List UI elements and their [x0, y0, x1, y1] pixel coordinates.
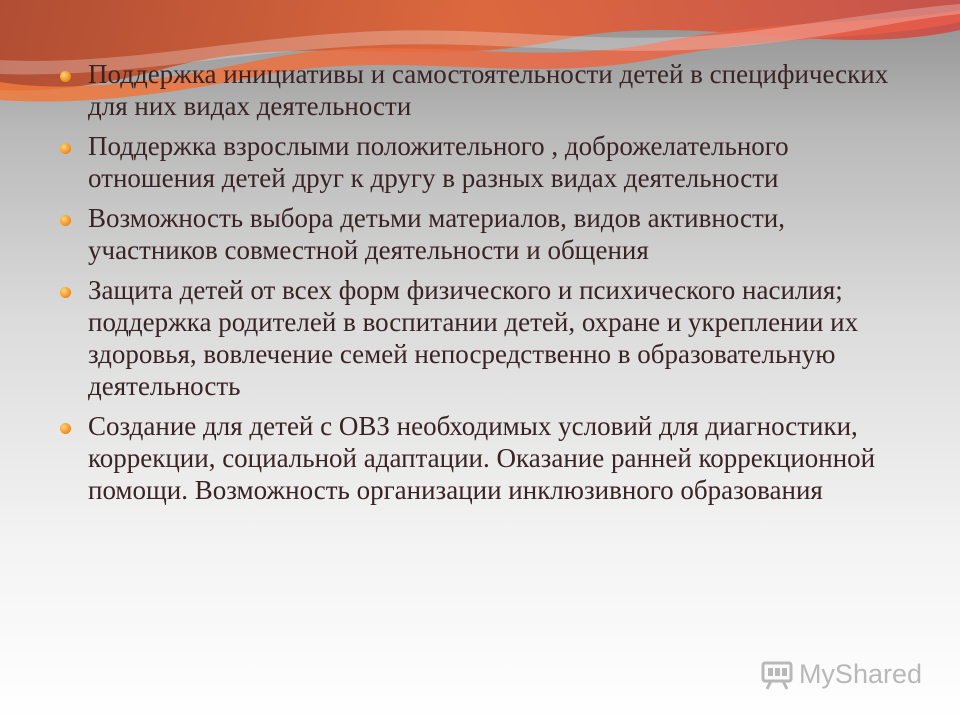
list-item — [60, 410, 920, 506]
bullet-text: Поддержка инициативы и самостоятельности детей в специфических для них видах деятельности — [88, 59, 889, 121]
bullet-icon — [60, 143, 71, 154]
presentation-board-icon — [761, 660, 793, 690]
bullet-list — [60, 58, 920, 506]
list-item — [60, 58, 920, 122]
bullet-icon — [60, 71, 71, 82]
bullet-text: Создание для детей с ОВЗ необходимых условий для диагностики, коррекции, социальной адаптации. Оказание ранней коррекционной помощи. Возможность организации инклюзивного образования — [88, 411, 876, 505]
bullet-text: Поддержка взрослыми положительного , доброжелательного отношения детей друг к другу в разных видах деятельности — [88, 131, 789, 193]
watermark-text: MyShared — [798, 659, 922, 689]
list-item — [60, 274, 920, 402]
bullet-text: Возможность выбора детьми материалов, видов активности, участников совместной деятельности и общения — [88, 203, 785, 265]
bullet-icon — [60, 215, 71, 226]
list-item — [60, 130, 920, 194]
myshared-watermark — [761, 659, 922, 690]
bullet-text: Защита детей от всех форм физического и психического насилия; поддержка родителей в воспитании детей, охране и укреплении их здоровья, вовлечение семей непосредственно в образовательную деятельность — [88, 275, 859, 401]
bullet-icon — [60, 423, 71, 434]
slide-content — [60, 58, 920, 514]
list-item — [60, 202, 920, 266]
bullet-icon — [60, 287, 71, 298]
